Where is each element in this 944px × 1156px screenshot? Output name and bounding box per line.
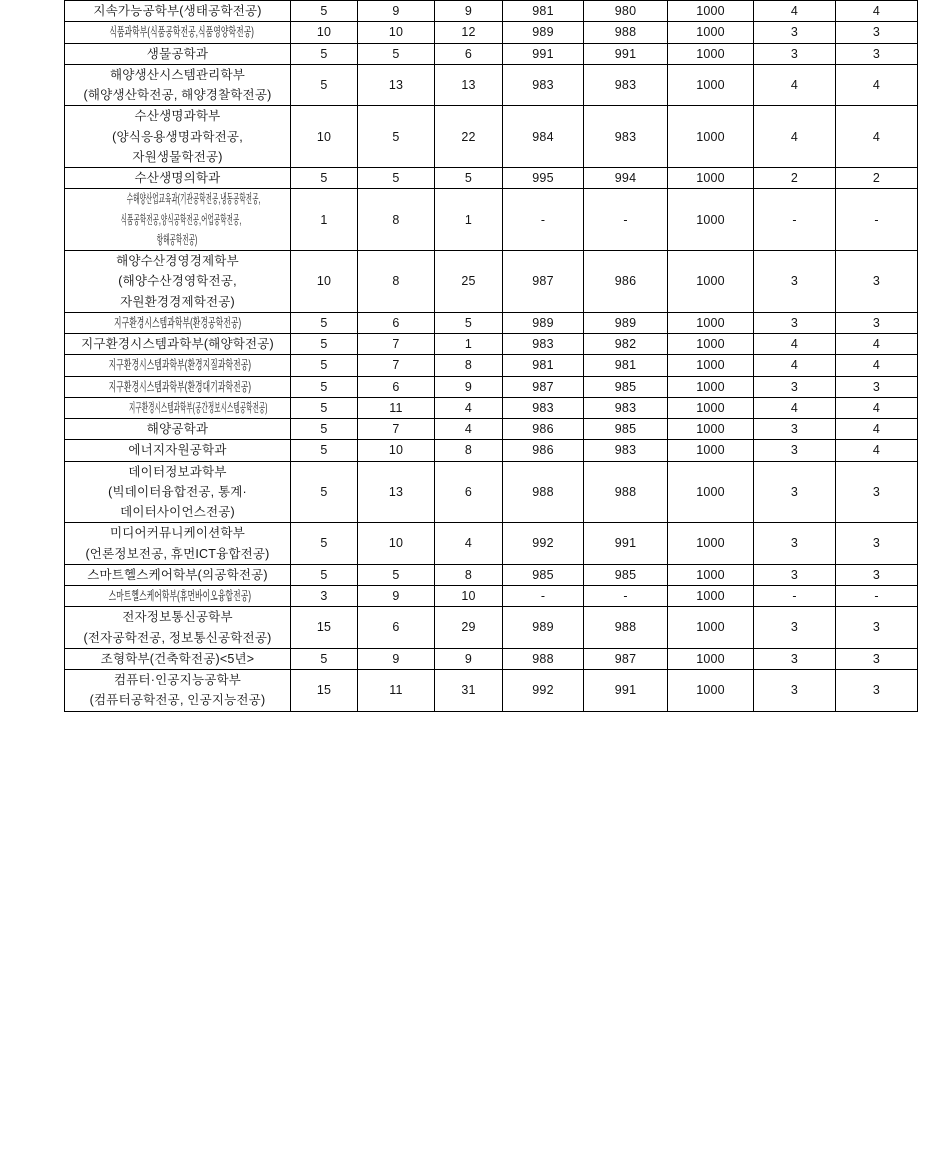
- value-cell: 986: [503, 419, 584, 440]
- value-cell: 1000: [668, 607, 754, 649]
- value-cell: 6: [435, 461, 503, 523]
- value-cell: 6: [358, 376, 435, 397]
- value-cell: 987: [584, 648, 668, 669]
- value-cell: 986: [503, 440, 584, 461]
- value-cell: 15: [291, 670, 358, 712]
- value-cell: 3: [836, 43, 918, 64]
- value-cell: 1000: [668, 334, 754, 355]
- department-cell: [65, 523, 291, 565]
- value-cell: 980: [584, 1, 668, 22]
- value-cell: -: [836, 189, 918, 251]
- value-cell: 8: [358, 251, 435, 313]
- department-name-line: [65, 210, 290, 230]
- value-cell: 4: [754, 1, 836, 22]
- value-cell: 10: [291, 251, 358, 313]
- table-row: [65, 1, 918, 22]
- value-cell: 5: [358, 564, 435, 585]
- value-cell: 1000: [668, 376, 754, 397]
- value-cell: 4: [754, 334, 836, 355]
- value-cell: 5: [291, 1, 358, 22]
- department-name-line: [65, 230, 290, 250]
- value-cell: 8: [435, 355, 503, 376]
- department-name-text: 항해공학전공): [157, 232, 198, 247]
- value-cell: 8: [358, 189, 435, 251]
- department-name-text: 조형학부(건축학전공)<5년>: [100, 651, 255, 666]
- value-cell: -: [584, 189, 668, 251]
- value-cell: 3: [291, 586, 358, 607]
- department-cell: [65, 64, 291, 106]
- table-row: [65, 607, 918, 649]
- value-cell: 994: [584, 168, 668, 189]
- value-cell: 15: [291, 607, 358, 649]
- value-cell: 9: [435, 376, 503, 397]
- department-name-text: 지구환경시스템과학부(해양학전공): [81, 337, 274, 351]
- department-cell: [65, 397, 291, 418]
- department-name-line: [65, 271, 290, 291]
- value-cell: 1000: [668, 312, 754, 333]
- value-cell: 3: [836, 564, 918, 585]
- table-row: [65, 670, 918, 712]
- table-row: [65, 106, 918, 168]
- value-cell: 4: [435, 397, 503, 418]
- department-name-line: [65, 565, 290, 585]
- table-row: [65, 523, 918, 565]
- value-cell: 5: [358, 168, 435, 189]
- value-cell: 991: [503, 43, 584, 64]
- table-row: [65, 648, 918, 669]
- value-cell: 3: [754, 251, 836, 313]
- value-cell: 10: [358, 440, 435, 461]
- department-cell: [65, 586, 291, 607]
- value-cell: 989: [503, 607, 584, 649]
- value-cell: 3: [754, 648, 836, 669]
- value-cell: 5: [435, 168, 503, 189]
- value-cell: 31: [435, 670, 503, 712]
- value-cell: 1000: [668, 1, 754, 22]
- department-name-line: [65, 168, 290, 188]
- department-cell: [65, 564, 291, 585]
- department-name-text: 스마트헬스케어학부(의공학전공): [87, 567, 268, 582]
- value-cell: 3: [754, 461, 836, 523]
- value-cell: 3: [836, 523, 918, 565]
- value-cell: 3: [754, 440, 836, 461]
- value-cell: 3: [754, 523, 836, 565]
- value-cell: 11: [358, 397, 435, 418]
- department-name-line: [65, 1, 290, 21]
- value-cell: 3: [754, 312, 836, 333]
- value-cell: 4: [754, 397, 836, 418]
- value-cell: 1000: [668, 251, 754, 313]
- value-cell: 1000: [668, 355, 754, 376]
- value-cell: 4: [754, 64, 836, 106]
- department-name-line: [65, 355, 290, 375]
- value-cell: 5: [358, 106, 435, 168]
- value-cell: 13: [435, 64, 503, 106]
- value-cell: 5: [291, 564, 358, 585]
- department-name-line: [65, 189, 290, 209]
- department-name-line: [65, 377, 290, 397]
- value-cell: 991: [584, 523, 668, 565]
- value-cell: 983: [584, 440, 668, 461]
- table-row: [65, 64, 918, 106]
- value-cell: 1000: [668, 64, 754, 106]
- department-name-line: [65, 502, 290, 522]
- department-name-text: (전자공학전공, 정보통신공학전공): [83, 630, 272, 645]
- value-cell: 1000: [668, 168, 754, 189]
- table-row: [65, 189, 918, 251]
- value-cell: 10: [291, 22, 358, 43]
- value-cell: 10: [358, 22, 435, 43]
- value-cell: 3: [754, 419, 836, 440]
- value-cell: 3: [836, 22, 918, 43]
- value-cell: 3: [754, 607, 836, 649]
- table-row: [65, 376, 918, 397]
- value-cell: 7: [358, 334, 435, 355]
- value-cell: 4: [754, 106, 836, 168]
- value-cell: 7: [358, 419, 435, 440]
- department-name-text: 식품과학부(식품공학전공,식품영양학전공): [109, 25, 255, 40]
- value-cell: 985: [584, 419, 668, 440]
- department-name-text: (빅데이터융합전공, 통계·: [108, 484, 247, 499]
- department-cell: [65, 648, 291, 669]
- value-cell: 982: [584, 334, 668, 355]
- value-cell: 985: [503, 564, 584, 585]
- value-cell: 988: [503, 461, 584, 523]
- value-cell: -: [754, 189, 836, 251]
- department-name-text: 수산생명과학부: [134, 109, 221, 124]
- department-cell: [65, 189, 291, 251]
- department-cell: [65, 419, 291, 440]
- table-row: [65, 461, 918, 523]
- value-cell: 3: [754, 43, 836, 64]
- value-cell: 983: [584, 64, 668, 106]
- department-cell: [65, 106, 291, 168]
- table-row: [65, 355, 918, 376]
- department-name-line: [65, 398, 290, 418]
- department-name-text: (언론정보전공, 휴먼ICT융합전공): [85, 546, 270, 561]
- value-cell: 1000: [668, 564, 754, 585]
- department-name-text: 미디어커뮤니케이션학부: [109, 526, 246, 541]
- value-cell: 3: [754, 376, 836, 397]
- value-cell: 987: [503, 251, 584, 313]
- value-cell: 5: [291, 376, 358, 397]
- value-cell: 2: [754, 168, 836, 189]
- value-cell: 1000: [668, 22, 754, 43]
- value-cell: 3: [754, 22, 836, 43]
- value-cell: 5: [291, 312, 358, 333]
- department-name-text: (해양생산학전공, 해양경찰학전공): [83, 88, 272, 102]
- value-cell: 5: [358, 43, 435, 64]
- value-cell: 7: [358, 355, 435, 376]
- value-cell: 1000: [668, 419, 754, 440]
- value-cell: 13: [358, 461, 435, 523]
- value-cell: 8: [435, 564, 503, 585]
- value-cell: 5: [291, 461, 358, 523]
- value-cell: -: [503, 189, 584, 251]
- value-cell: 1000: [668, 440, 754, 461]
- value-cell: 989: [503, 22, 584, 43]
- value-cell: 991: [584, 43, 668, 64]
- table-body: [65, 1, 918, 712]
- table-row: [65, 22, 918, 43]
- department-name-text: (해양수산경영학전공,: [118, 274, 237, 289]
- department-name-text: 해양생산시스템관리학부: [109, 67, 246, 82]
- department-name-line: [65, 649, 290, 669]
- value-cell: 989: [584, 312, 668, 333]
- value-cell: 981: [503, 1, 584, 22]
- department-name-text: 해양수산경영경제학부: [116, 254, 239, 268]
- department-cell: [65, 22, 291, 43]
- department-name-line: [65, 65, 290, 85]
- value-cell: 4: [836, 64, 918, 106]
- department-name-line: [65, 85, 290, 105]
- value-cell: 5: [291, 64, 358, 106]
- value-cell: 1000: [668, 648, 754, 669]
- value-cell: 984: [503, 106, 584, 168]
- value-cell: 6: [358, 607, 435, 649]
- value-cell: 1: [435, 189, 503, 251]
- value-cell: 22: [435, 106, 503, 168]
- department-name-line: [65, 147, 290, 167]
- table-row: [65, 168, 918, 189]
- value-cell: 8: [435, 440, 503, 461]
- value-cell: 6: [358, 312, 435, 333]
- department-name-text: 지구환경시스템과학부(공간정보시스템공학전공): [128, 400, 268, 415]
- table-row: [65, 312, 918, 333]
- value-cell: 983: [503, 64, 584, 106]
- value-cell: -: [584, 586, 668, 607]
- value-cell: 989: [503, 312, 584, 333]
- value-cell: 5: [291, 523, 358, 565]
- department-name-text: 스마트헬스케어학부(휴먼바이오융합전공): [108, 589, 252, 603]
- value-cell: 981: [503, 355, 584, 376]
- value-cell: 5: [291, 334, 358, 355]
- value-cell: 5: [435, 312, 503, 333]
- department-name-text: 지구환경시스템과학부(환경공학전공): [113, 315, 242, 330]
- value-cell: 1000: [668, 523, 754, 565]
- value-cell: 986: [584, 251, 668, 313]
- value-cell: 25: [435, 251, 503, 313]
- department-name-line: [65, 690, 290, 710]
- admission-results-table: [64, 0, 918, 712]
- department-name-line: [65, 334, 290, 354]
- value-cell: 3: [754, 670, 836, 712]
- value-cell: 983: [584, 397, 668, 418]
- value-cell: 1000: [668, 43, 754, 64]
- department-cell: [65, 43, 291, 64]
- department-name-line: [65, 462, 290, 482]
- department-cell: [65, 355, 291, 376]
- department-cell: [65, 251, 291, 313]
- value-cell: 4: [435, 419, 503, 440]
- table-row: [65, 419, 918, 440]
- value-cell: -: [754, 586, 836, 607]
- department-name-text: 컴퓨터·인공지능공학부: [113, 673, 242, 687]
- department-name-text: 지구환경시스템과학부(환경대기과학전공): [108, 379, 252, 394]
- department-name-text: 수산생명의학과: [134, 171, 221, 185]
- value-cell: 29: [435, 607, 503, 649]
- value-cell: 995: [503, 168, 584, 189]
- value-cell: 3: [836, 251, 918, 313]
- value-cell: 4: [836, 440, 918, 461]
- value-cell: 10: [358, 523, 435, 565]
- value-cell: 3: [836, 670, 918, 712]
- department-name-line: [65, 628, 290, 648]
- department-name-text: 식품공학전공,양식공학전공,어업공학전공,: [120, 212, 242, 227]
- value-cell: 5: [291, 440, 358, 461]
- value-cell: 3: [836, 376, 918, 397]
- value-cell: 11: [358, 670, 435, 712]
- table-row: [65, 334, 918, 355]
- department-cell: [65, 670, 291, 712]
- value-cell: 4: [836, 397, 918, 418]
- department-name-line: [65, 544, 290, 564]
- table-row: [65, 43, 918, 64]
- department-cell: [65, 607, 291, 649]
- admissions-table-container: [64, 0, 918, 712]
- value-cell: -: [836, 586, 918, 607]
- value-cell: 5: [291, 419, 358, 440]
- value-cell: 4: [836, 419, 918, 440]
- value-cell: 1000: [668, 586, 754, 607]
- department-name-line: [65, 419, 290, 439]
- department-name-line: [65, 292, 290, 312]
- department-cell: [65, 440, 291, 461]
- table-row: [65, 397, 918, 418]
- value-cell: 1000: [668, 106, 754, 168]
- table-row: [65, 440, 918, 461]
- value-cell: 1: [435, 334, 503, 355]
- value-cell: 9: [358, 1, 435, 22]
- department-name-line: [65, 106, 290, 126]
- value-cell: 6: [435, 43, 503, 64]
- department-name-text: 지속가능공학부(생태공학전공): [93, 4, 262, 18]
- value-cell: 9: [358, 648, 435, 669]
- value-cell: 4: [836, 106, 918, 168]
- value-cell: 12: [435, 22, 503, 43]
- value-cell: 5: [291, 648, 358, 669]
- department-cell: [65, 461, 291, 523]
- department-name-line: [65, 607, 290, 627]
- department-name-line: [65, 127, 290, 147]
- value-cell: 988: [503, 648, 584, 669]
- table-row: [65, 251, 918, 313]
- department-name-line: [65, 523, 290, 543]
- value-cell: 9: [435, 1, 503, 22]
- department-name-line: [65, 44, 290, 64]
- value-cell: 3: [836, 607, 918, 649]
- value-cell: 1000: [668, 670, 754, 712]
- value-cell: 3: [836, 312, 918, 333]
- department-cell: [65, 312, 291, 333]
- value-cell: 983: [584, 106, 668, 168]
- department-name-text: 전자정보통신공학부: [122, 610, 233, 625]
- department-name-line: [65, 251, 290, 271]
- department-name-line: [65, 482, 290, 502]
- department-name-text: (컴퓨터공학전공, 인공지능전공): [89, 693, 266, 708]
- value-cell: 4: [836, 1, 918, 22]
- value-cell: 3: [754, 564, 836, 585]
- value-cell: 985: [584, 564, 668, 585]
- department-name-text: 데이터정보과학부: [128, 464, 227, 479]
- value-cell: 1000: [668, 461, 754, 523]
- department-name-line: [65, 586, 290, 606]
- value-cell: 1000: [668, 397, 754, 418]
- value-cell: 9: [358, 586, 435, 607]
- department-name-text: 에너지자원공학과: [128, 443, 227, 458]
- value-cell: 988: [584, 461, 668, 523]
- value-cell: 2: [836, 168, 918, 189]
- department-name-text: 데이터사이언스전공): [120, 505, 235, 519]
- department-name-text: 생물공학과: [146, 46, 209, 61]
- department-cell: [65, 376, 291, 397]
- value-cell: 991: [584, 670, 668, 712]
- table-row: [65, 586, 918, 607]
- value-cell: 988: [584, 607, 668, 649]
- department-name-line: [65, 313, 290, 333]
- department-name-text: 수해양산업교육과(기관공학전공,냉동공학전공,: [126, 192, 261, 207]
- department-name-text: 자원환경경제학전공): [120, 294, 235, 309]
- value-cell: 3: [836, 648, 918, 669]
- value-cell: 9: [435, 648, 503, 669]
- value-cell: 983: [503, 397, 584, 418]
- department-cell: [65, 334, 291, 355]
- value-cell: 1: [291, 189, 358, 251]
- value-cell: 4: [754, 355, 836, 376]
- value-cell: 992: [503, 670, 584, 712]
- value-cell: 4: [836, 334, 918, 355]
- value-cell: 5: [291, 168, 358, 189]
- value-cell: 5: [291, 397, 358, 418]
- department-name-line: [65, 440, 290, 460]
- department-name-text: (양식응용생명과학전공,: [112, 129, 243, 144]
- value-cell: 4: [435, 523, 503, 565]
- value-cell: 988: [584, 22, 668, 43]
- department-name-text: 해양공학과: [146, 422, 209, 436]
- table-row: [65, 564, 918, 585]
- value-cell: -: [503, 586, 584, 607]
- department-name-text: 자원생물학전공): [132, 149, 223, 164]
- value-cell: 3: [836, 461, 918, 523]
- value-cell: 987: [503, 376, 584, 397]
- value-cell: 1000: [668, 189, 754, 251]
- value-cell: 5: [291, 43, 358, 64]
- department-name-text: 지구환경시스템과학부(환경지질과학전공): [108, 358, 252, 373]
- department-cell: [65, 1, 291, 22]
- department-cell: [65, 168, 291, 189]
- value-cell: 5: [291, 355, 358, 376]
- value-cell: 10: [291, 106, 358, 168]
- value-cell: 10: [435, 586, 503, 607]
- department-name-line: [65, 670, 290, 690]
- value-cell: 983: [503, 334, 584, 355]
- value-cell: 4: [836, 355, 918, 376]
- value-cell: 13: [358, 64, 435, 106]
- department-name-line: [65, 22, 290, 42]
- value-cell: 992: [503, 523, 584, 565]
- value-cell: 985: [584, 376, 668, 397]
- value-cell: 981: [584, 355, 668, 376]
